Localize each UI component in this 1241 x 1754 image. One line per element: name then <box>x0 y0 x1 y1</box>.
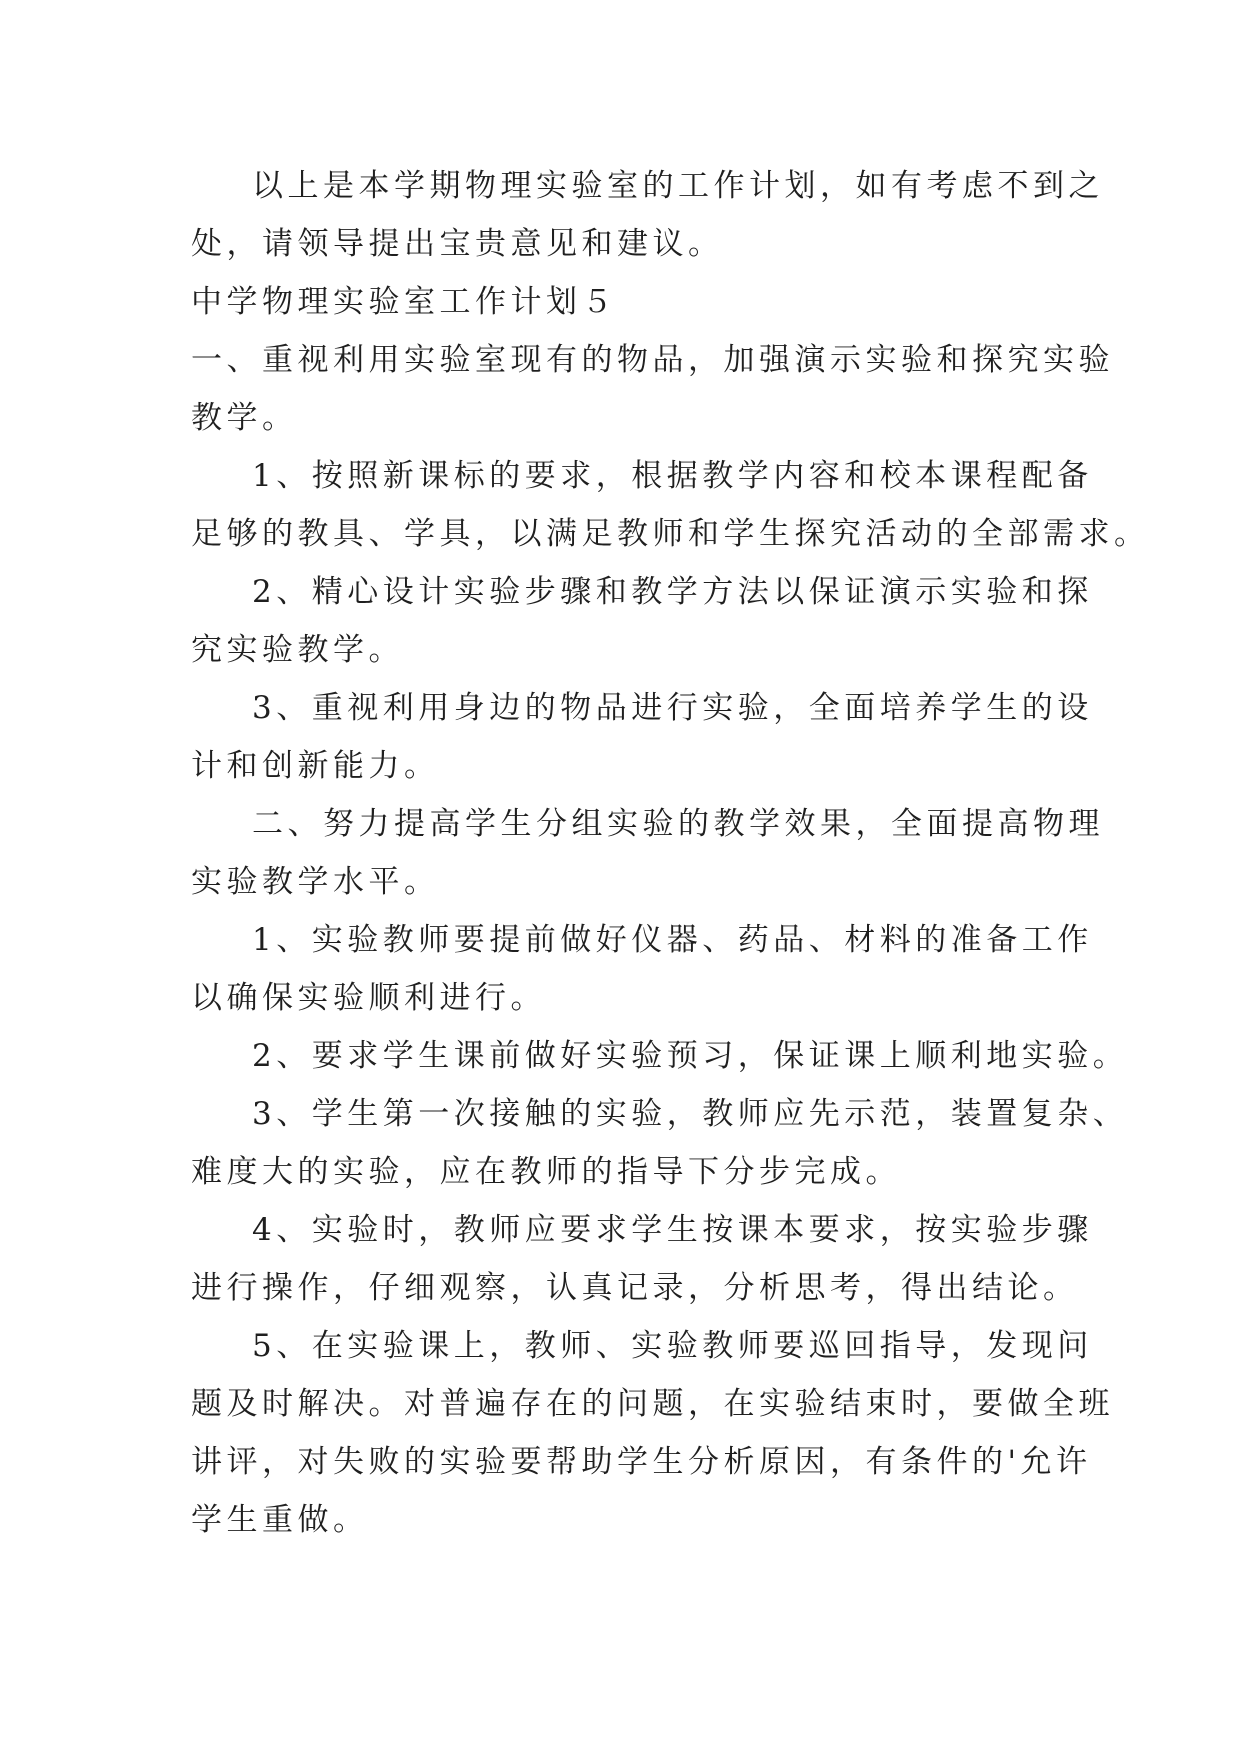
paragraph-line: 5、在实验课上，教师、实验教师要巡回指导，发现问 <box>252 1328 1093 1364</box>
paragraph-line: 以上是本学期物理实验室的工作计划，如有考虑不到之 <box>252 168 1104 204</box>
paragraph-line: 处，请领导提出宝贵意见和建议。 <box>191 226 724 262</box>
paragraph-line: 究实验教学。 <box>191 632 404 668</box>
paragraph-line: 学生重做。 <box>191 1502 369 1538</box>
paragraph-line: 3、学生第一次接触的实验，教师应先示范，装置复杂、 <box>252 1096 1129 1132</box>
paragraph-line: 3、重视利用身边的物品进行实验，全面培养学生的设 <box>252 690 1093 726</box>
paragraph-line: 1、按照新课标的要求，根据教学内容和校本课程配备 <box>252 458 1093 494</box>
paragraph-line: 实验教学水平。 <box>191 864 440 900</box>
paragraph-line: 4、实验时，教师应要求学生按课本要求，按实验步骤 <box>252 1212 1093 1248</box>
paragraph-line: 二、努力提高学生分组实验的教学效果，全面提高物理 <box>252 806 1104 842</box>
paragraph-line: 一、重视利用实验室现有的物品，加强演示实验和探究实验 <box>191 342 1114 378</box>
paragraph-line: 讲评，对失败的实验要帮助学生分析原因，有条件的'允许 <box>191 1444 1092 1480</box>
paragraph-line: 难度大的实验，应在教师的指导下分步完成。 <box>191 1154 901 1190</box>
paragraph-line: 题及时解决。对普遍存在的问题，在实验结束时，要做全班 <box>191 1386 1114 1422</box>
paragraph-line: 1、实验教师要提前做好仪器、药品、材料的准备工作 <box>252 922 1093 958</box>
paragraph-line: 2、要求学生课前做好实验预习，保证课上顺利地实验。 <box>252 1038 1129 1074</box>
paragraph-line: 足够的教具、学具，以满足教师和学生探究活动的全部需求。 <box>191 516 1150 552</box>
paragraph-line: 以确保实验顺利进行。 <box>191 980 546 1016</box>
section-heading: 中学物理实验室工作计划５ <box>191 284 617 320</box>
paragraph-line: 2、精心设计实验步骤和教学方法以保证演示实验和探 <box>252 574 1093 610</box>
paragraph-line: 进行操作，仔细观察，认真记录，分析思考，得出结论。 <box>191 1270 1079 1306</box>
paragraph-line: 教学。 <box>191 400 298 436</box>
paragraph-line: 计和创新能力。 <box>191 748 440 784</box>
